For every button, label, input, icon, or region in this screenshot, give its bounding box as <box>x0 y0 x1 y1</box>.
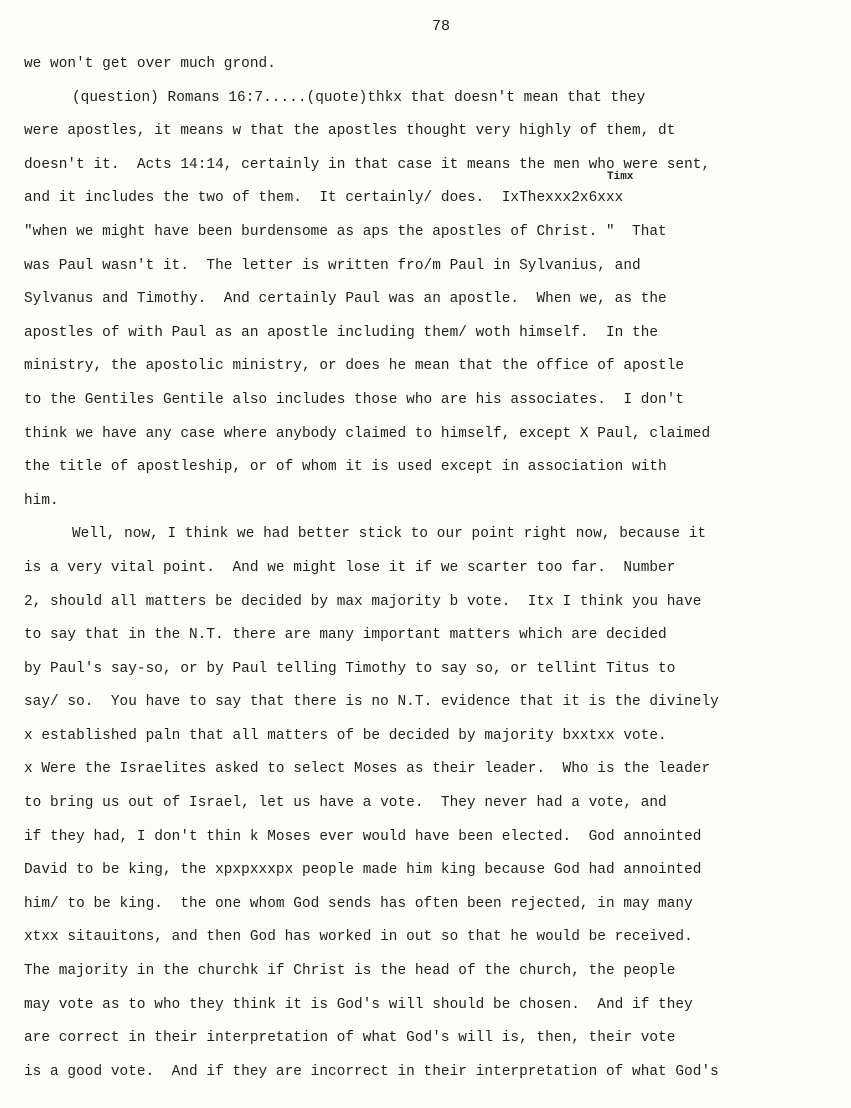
text-line: 2, should all matters be decided by max majority b vote. Itx I think you have <box>24 593 702 610</box>
text-line: is a good vote. And if they are incorrect in their interpretation of what God's <box>24 1063 719 1080</box>
overstrike-annotation: Timx <box>607 171 634 183</box>
text-line: think we have any case where anybody claimed to himself, except X Paul, claimed <box>24 425 711 442</box>
text-line: Sylvanus and Timothy. And certainly Paul was an apostle. When we, as the <box>24 291 667 308</box>
text-line: and it includes the two of them. It certainly/ does. IxThexxx2x6xxx <box>24 190 624 207</box>
text-line: him. <box>24 492 59 509</box>
text-line: is a very vital point. And we might lose it if we scarter too far. Number <box>24 559 676 576</box>
text-line: apostles of with Paul as an apostle including them/ woth himself. In the <box>24 324 659 341</box>
text-line: x Were the Israelites asked to select Moses as their leader. Who is the leader <box>24 761 711 778</box>
text-line: ministry, the apostolic ministry, or does he mean that the office of apostle <box>24 358 685 375</box>
text-line: to bring us out of Israel, let us have a vote. They never had a vote, and <box>24 795 667 812</box>
text-line: (question) Romans 16:7.....(quote)thkx that doesn't mean that they <box>72 89 646 106</box>
text-line: xtxx sitauitons, and then God has worked in out so that he would be received. <box>24 929 693 946</box>
text-line: we won't get over much grond. <box>24 56 276 72</box>
text-line: the title of apostleship, or of whom it is used except in association with <box>24 459 667 476</box>
text-line: may vote as to who they think it is God's will should be chosen. And if they <box>24 996 693 1013</box>
text-line: The majority in the churchk if Christ is the head of the church, the people <box>24 963 676 980</box>
text-line: David to be king, the xpxpxxxpx people made him king because God had annointed <box>24 862 702 879</box>
text-line: if they had, I don't thin k Moses ever would have been elected. God annointed <box>24 828 702 845</box>
text-line: Well, now, I think we had better stick to our point right now, because it <box>72 526 707 543</box>
text-line: x established paln that all matters of be decided by majority bxxtxx vote. <box>24 727 667 744</box>
text-line: were apostles, it means w that the apostles thought very highly of them, dt <box>24 123 676 140</box>
page-number: 78 <box>432 18 451 35</box>
text-line: was Paul wasn't it. The letter is written fro/m Paul in Sylvanius, and <box>24 257 641 274</box>
text-line: him/ to be king. the one whom God sends has often been rejected, in may many <box>24 895 693 912</box>
text-line: to say that in the N.T. there are many important matters which are decided <box>24 627 667 644</box>
text-line: say/ so. You have to say that there is no N.T. evidence that it is the divinely <box>24 694 719 711</box>
text-line: to the Gentiles Gentile also includes those who are his associates. I don't <box>24 391 685 408</box>
transcript-body <box>24 48 839 1089</box>
text-line: doesn't it. Acts 14:14, certainly in that case it means the men who were sent, <box>24 156 711 173</box>
text-line: "when we might have been burdensome as aps the apostles of Christ. " That <box>24 223 667 240</box>
text-line: are correct in their interpretation of what God's will is, then, their vote <box>24 1030 676 1047</box>
text-line: by Paul's say-so, or by Paul telling Timothy to say so, or tellint Titus to <box>24 660 676 677</box>
